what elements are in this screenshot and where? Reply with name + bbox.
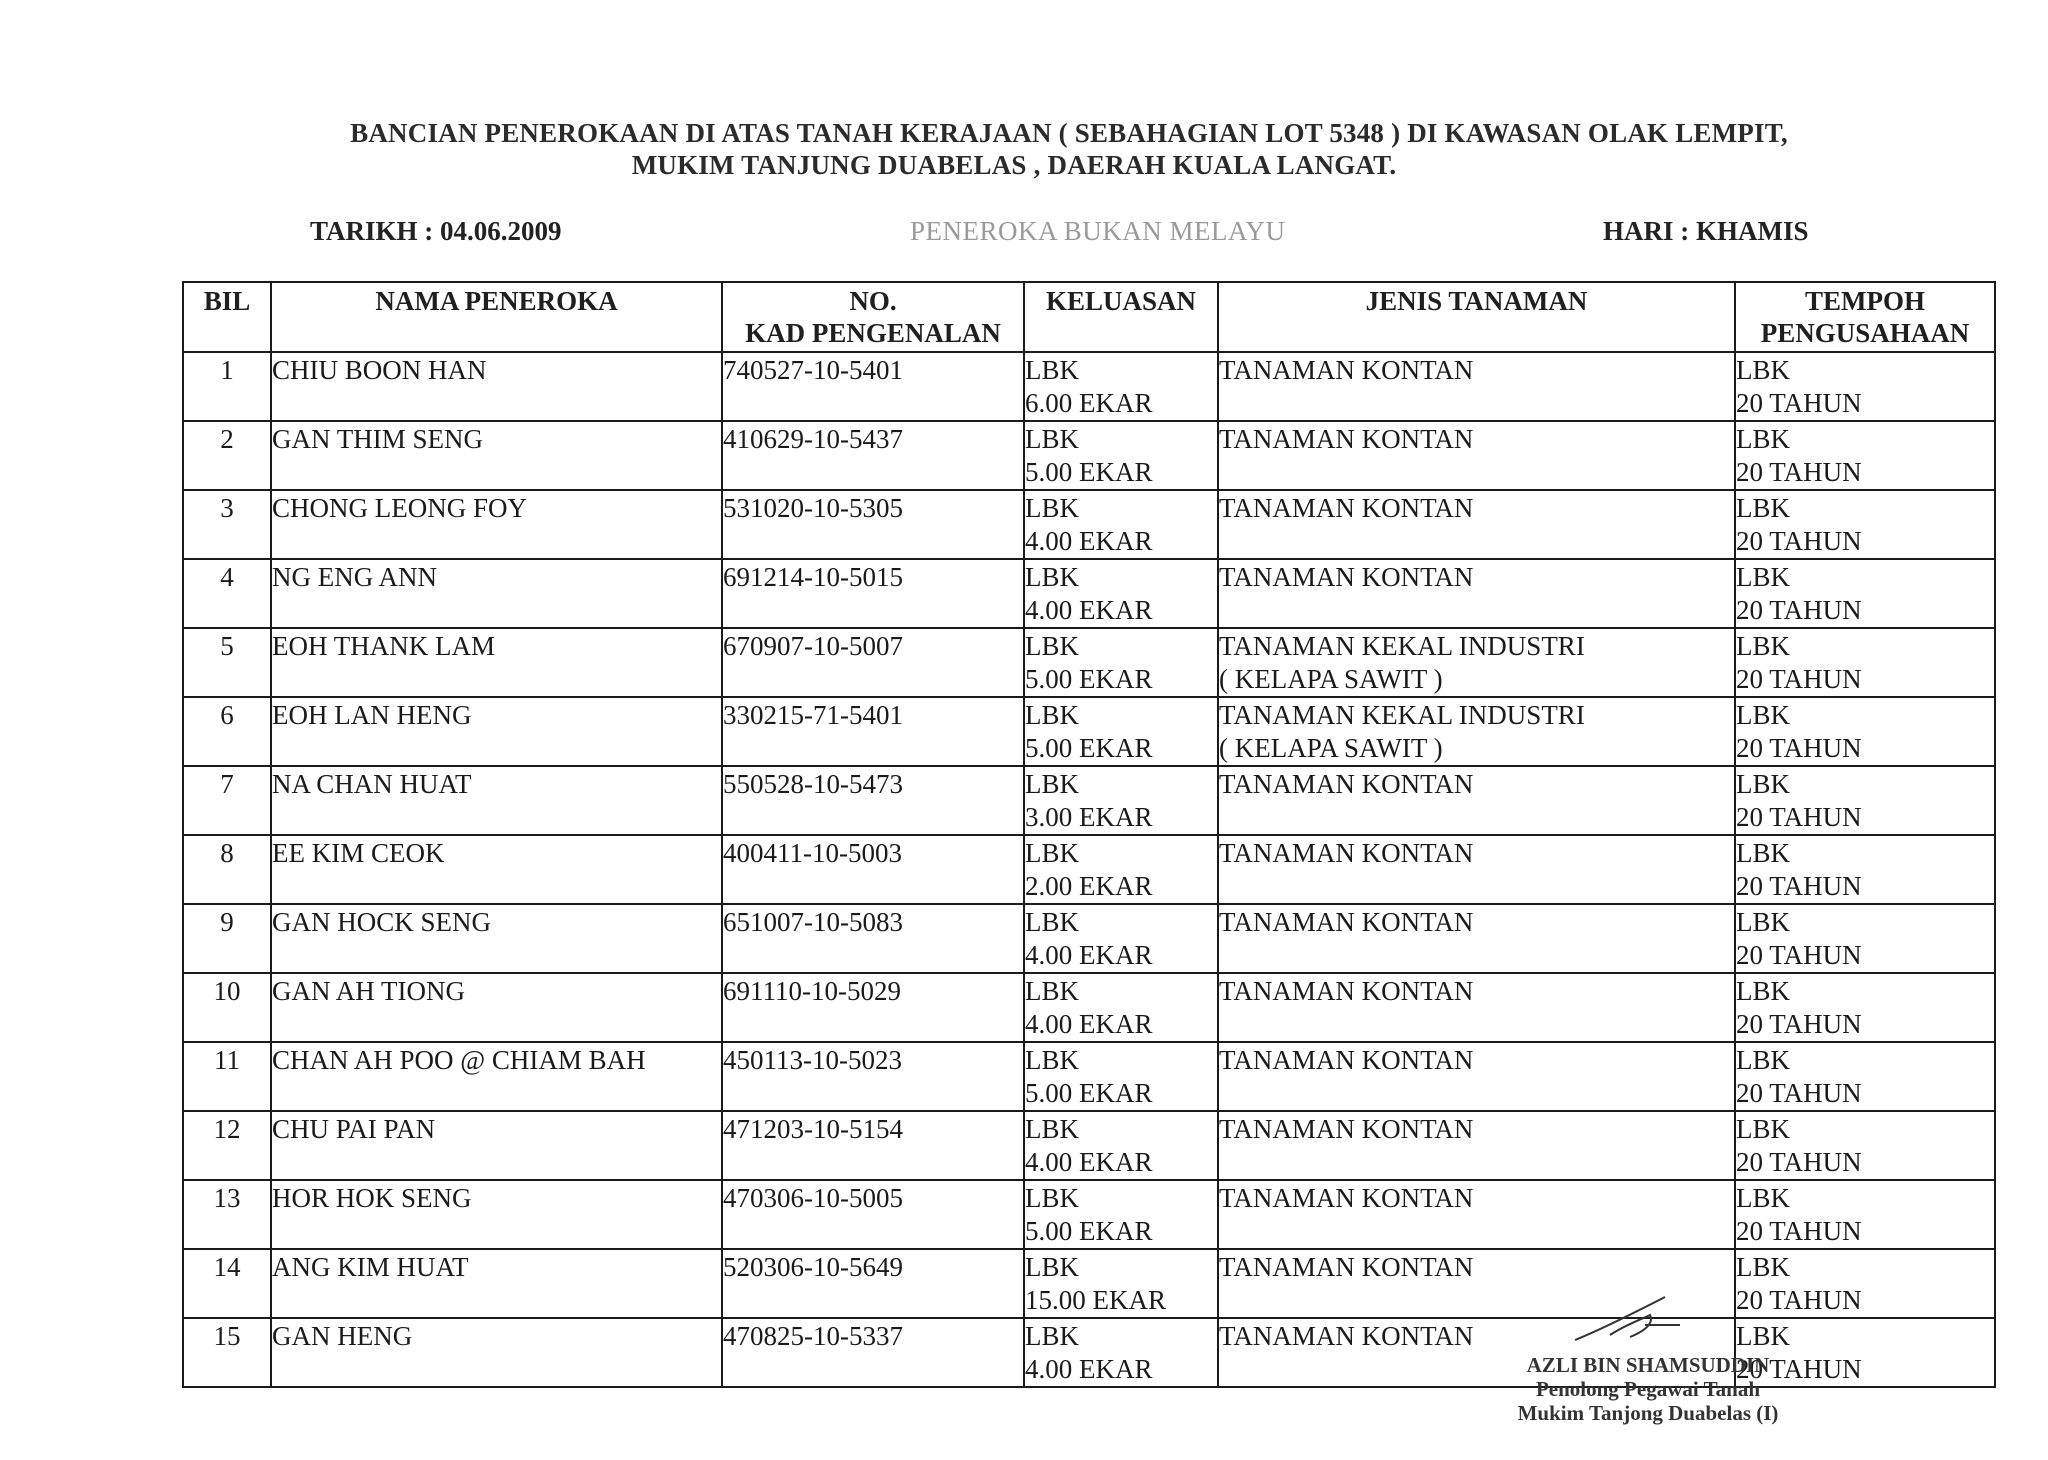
tempoh-duration: 20 TAHUN (1736, 1009, 1862, 1039)
cell-nama: EOH LAN HENG (271, 697, 722, 766)
cell-bil: 5 (183, 628, 271, 697)
tempoh-code: LBK (1736, 907, 1790, 937)
table-row (183, 628, 1995, 697)
tempoh-duration: 20 TAHUN (1736, 595, 1862, 625)
cell-tempoh (1735, 490, 1995, 559)
cell-jenis (1218, 904, 1735, 973)
cell-bil: 1 (183, 352, 271, 421)
cell-ic: 471203-10-5154 (722, 1111, 1024, 1180)
tempoh-code: LBK (1736, 700, 1790, 730)
tempoh-code: LBK (1736, 424, 1790, 454)
cell-nama: NG ENG ANN (271, 559, 722, 628)
jenis-main: TANAMAN KONTAN (1219, 1321, 1474, 1351)
cell-jenis (1218, 490, 1735, 559)
table-row (183, 766, 1995, 835)
cell-tempoh (1735, 628, 1995, 697)
cell-jenis (1218, 352, 1735, 421)
cell-keluasan (1024, 1042, 1218, 1111)
cell-bil: 8 (183, 835, 271, 904)
table-row (183, 559, 1995, 628)
cell-keluasan (1024, 421, 1218, 490)
tempoh-duration: 20 TAHUN (1736, 526, 1862, 556)
keluasan-code: LBK (1025, 1321, 1079, 1351)
table-row (183, 904, 1995, 973)
keluasan-code: LBK (1025, 700, 1079, 730)
cell-bil: 13 (183, 1180, 271, 1249)
cell-jenis (1218, 628, 1735, 697)
cell-ic: 520306-10-5649 (722, 1249, 1024, 1318)
keluasan-area: 6.00 EKAR (1025, 388, 1153, 418)
jenis-main: TANAMAN KONTAN (1219, 493, 1474, 523)
cell-bil: 10 (183, 973, 271, 1042)
cell-ic: 470306-10-5005 (722, 1180, 1024, 1249)
tempoh-duration: 20 TAHUN (1736, 1285, 1862, 1315)
column-header-bil: BIL (183, 282, 271, 352)
table-row (183, 973, 1995, 1042)
cell-bil: 14 (183, 1249, 271, 1318)
cell-ic: 470825-10-5337 (722, 1318, 1024, 1387)
signature-block (1488, 1353, 1808, 1425)
cell-tempoh (1735, 1042, 1995, 1111)
cell-tempoh (1735, 421, 1995, 490)
column-header-tempoh: TEMPOH PENGUSAHAAN (1735, 282, 1995, 352)
cell-tempoh (1735, 1249, 1995, 1318)
cell-keluasan (1024, 697, 1218, 766)
day-label: HARI : KHAMIS (1603, 216, 1809, 246)
tempoh-duration: 20 TAHUN (1736, 1078, 1862, 1108)
keluasan-code: LBK (1025, 1252, 1079, 1282)
keluasan-area: 4.00 EKAR (1025, 940, 1153, 970)
cell-tempoh (1735, 766, 1995, 835)
keluasan-area: 2.00 EKAR (1025, 871, 1153, 901)
cell-bil: 11 (183, 1042, 271, 1111)
tempoh-code: LBK (1736, 1045, 1790, 1075)
cell-tempoh (1735, 697, 1995, 766)
cell-bil: 2 (183, 421, 271, 490)
jenis-main: TANAMAN KONTAN (1219, 1114, 1474, 1144)
column-header-jenis: JENIS TANAMAN (1218, 282, 1735, 352)
cell-keluasan (1024, 628, 1218, 697)
jenis-main: TANAMAN KONTAN (1219, 838, 1474, 868)
table-row (183, 1042, 1995, 1111)
jenis-main: TANAMAN KONTAN (1219, 562, 1474, 592)
table-row (183, 352, 1995, 421)
cell-nama: CHU PAI PAN (271, 1111, 722, 1180)
jenis-main: TANAMAN KONTAN (1219, 907, 1474, 937)
jenis-detail: ( KELAPA SAWIT ) (1219, 733, 1443, 763)
cell-nama: EOH THANK LAM (271, 628, 722, 697)
tempoh-code: LBK (1736, 562, 1790, 592)
cell-keluasan (1024, 559, 1218, 628)
cell-bil: 12 (183, 1111, 271, 1180)
cell-tempoh (1735, 352, 1995, 421)
jenis-main: TANAMAN KONTAN (1219, 355, 1474, 385)
cell-tempoh (1735, 973, 1995, 1042)
cell-jenis (1218, 421, 1735, 490)
cell-keluasan (1024, 1111, 1218, 1180)
column-header-ic: NO. KAD PENGENALAN (722, 282, 1024, 352)
table-row (183, 490, 1995, 559)
keluasan-code: LBK (1025, 907, 1079, 937)
cell-nama: ANG KIM HUAT (271, 1249, 722, 1318)
tempoh-code: LBK (1736, 769, 1790, 799)
cell-ic: 550528-10-5473 (722, 766, 1024, 835)
jenis-main: TANAMAN KONTAN (1219, 1045, 1474, 1075)
cell-jenis (1218, 766, 1735, 835)
signature-name: AZLI BIN SHAMSUDDIN (1526, 1353, 1770, 1377)
cell-keluasan (1024, 1318, 1218, 1387)
keluasan-area: 5.00 EKAR (1025, 733, 1153, 763)
keluasan-area: 5.00 EKAR (1025, 1078, 1153, 1108)
keluasan-area: 5.00 EKAR (1025, 1216, 1153, 1246)
keluasan-area: 3.00 EKAR (1025, 802, 1153, 832)
table-row (183, 421, 1995, 490)
tempoh-code: LBK (1736, 1183, 1790, 1213)
table-row (183, 1180, 1995, 1249)
keluasan-area: 15.00 EKAR (1025, 1285, 1166, 1315)
cell-nama: CHAN AH POO @ CHIAM BAH (271, 1042, 722, 1111)
signature-mark (1570, 1285, 1710, 1355)
keluasan-area: 4.00 EKAR (1025, 1009, 1153, 1039)
tempoh-duration: 20 TAHUN (1736, 733, 1862, 763)
cell-ic: 330215-71-5401 (722, 697, 1024, 766)
keluasan-code: LBK (1025, 562, 1079, 592)
cell-ic: 691110-10-5029 (722, 973, 1024, 1042)
cell-keluasan (1024, 1249, 1218, 1318)
keluasan-code: LBK (1025, 838, 1079, 868)
jenis-main: TANAMAN KONTAN (1219, 976, 1474, 1006)
jenis-detail: ( KELAPA SAWIT ) (1219, 664, 1443, 694)
keluasan-code: LBK (1025, 1114, 1079, 1144)
jenis-main: TANAMAN KONTAN (1219, 424, 1474, 454)
keluasan-code: LBK (1025, 1045, 1079, 1075)
signature-title: Penolong Pegawai Tanah (1535, 1377, 1761, 1401)
cell-keluasan (1024, 766, 1218, 835)
cell-nama: HOR HOK SENG (271, 1180, 722, 1249)
cell-ic: 450113-10-5023 (722, 1042, 1024, 1111)
cell-ic: 670907-10-5007 (722, 628, 1024, 697)
keluasan-code: LBK (1025, 493, 1079, 523)
table-row (183, 1249, 1995, 1318)
keluasan-code: LBK (1025, 424, 1079, 454)
tempoh-duration: 20 TAHUN (1736, 1216, 1862, 1246)
cell-keluasan (1024, 973, 1218, 1042)
jenis-main: TANAMAN KONTAN (1219, 769, 1474, 799)
cell-tempoh (1735, 1180, 1995, 1249)
cell-keluasan (1024, 904, 1218, 973)
tempoh-duration: 20 TAHUN (1736, 1147, 1862, 1177)
jenis-main: TANAMAN KONTAN (1219, 1183, 1474, 1213)
date-label: TARIKH : 04.06.2009 (310, 216, 562, 246)
jenis-main: TANAMAN KONTAN (1219, 1252, 1474, 1282)
cell-nama: CHONG LEONG FOY (271, 490, 722, 559)
cell-keluasan (1024, 352, 1218, 421)
signature-office: Mukim Tanjong Duabelas (I) (1517, 1401, 1779, 1425)
cell-tempoh (1735, 1111, 1995, 1180)
keluasan-area: 4.00 EKAR (1025, 1147, 1153, 1177)
tempoh-duration: 20 TAHUN (1736, 457, 1862, 487)
table-row (183, 1111, 1995, 1180)
document-title-line2: MUKIM TANJUNG DUABELAS , DAERAH KUALA LANGAT. (631, 150, 1397, 180)
cell-nama: GAN AH TIONG (271, 973, 722, 1042)
cell-jenis (1218, 1042, 1735, 1111)
tempoh-duration: 20 TAHUN (1736, 1354, 1862, 1384)
table-header-row (183, 282, 1995, 352)
cell-nama: NA CHAN HUAT (271, 766, 722, 835)
tempoh-code: LBK (1736, 1114, 1790, 1144)
jenis-main: TANAMAN KEKAL INDUSTRI (1219, 700, 1585, 730)
tempoh-code: LBK (1736, 976, 1790, 1006)
settler-table (182, 281, 1996, 1388)
keluasan-area: 4.00 EKAR (1025, 526, 1153, 556)
keluasan-area: 5.00 EKAR (1025, 664, 1153, 694)
cell-jenis (1218, 559, 1735, 628)
keluasan-area: 4.00 EKAR (1025, 595, 1153, 625)
table-body (183, 352, 1995, 1387)
cell-nama: CHIU BOON HAN (271, 352, 722, 421)
cell-bil: 15 (183, 1318, 271, 1387)
cell-bil: 3 (183, 490, 271, 559)
cell-keluasan (1024, 490, 1218, 559)
tempoh-duration: 20 TAHUN (1736, 940, 1862, 970)
tempoh-code: LBK (1736, 355, 1790, 385)
cell-jenis (1218, 1111, 1735, 1180)
keluasan-area: 4.00 EKAR (1025, 1354, 1153, 1384)
cell-ic: 740527-10-5401 (722, 352, 1024, 421)
tempoh-duration: 20 TAHUN (1736, 388, 1862, 418)
keluasan-area: 5.00 EKAR (1025, 457, 1153, 487)
keluasan-code: LBK (1025, 631, 1079, 661)
tempoh-duration: 20 TAHUN (1736, 871, 1862, 901)
tempoh-code: LBK (1736, 631, 1790, 661)
cell-bil: 7 (183, 766, 271, 835)
cell-jenis (1218, 835, 1735, 904)
table-row (183, 697, 1995, 766)
cell-bil: 6 (183, 697, 271, 766)
cell-bil: 4 (183, 559, 271, 628)
tempoh-duration: 20 TAHUN (1736, 802, 1862, 832)
cell-keluasan (1024, 835, 1218, 904)
tempoh-code: LBK (1736, 493, 1790, 523)
table-row (183, 835, 1995, 904)
column-header-nama: NAMA PENEROKA (271, 282, 722, 352)
keluasan-code: LBK (1025, 1183, 1079, 1213)
keluasan-code: LBK (1025, 355, 1079, 385)
cell-nama: GAN THIM SENG (271, 421, 722, 490)
cell-ic: 691214-10-5015 (722, 559, 1024, 628)
tempoh-code: LBK (1736, 838, 1790, 868)
category-label: PENEROKA BUKAN MELAYU (910, 216, 1286, 246)
cell-nama: EE KIM CEOK (271, 835, 722, 904)
keluasan-code: LBK (1025, 769, 1079, 799)
cell-ic: 410629-10-5437 (722, 421, 1024, 490)
cell-ic: 531020-10-5305 (722, 490, 1024, 559)
tempoh-code: LBK (1736, 1321, 1790, 1351)
cell-nama: GAN HOCK SENG (271, 904, 722, 973)
cell-jenis (1218, 1180, 1735, 1249)
keluasan-code: LBK (1025, 976, 1079, 1006)
cell-tempoh (1735, 904, 1995, 973)
cell-nama: GAN HENG (271, 1318, 722, 1387)
cell-jenis (1218, 973, 1735, 1042)
cell-ic: 400411-10-5003 (722, 835, 1024, 904)
jenis-main: TANAMAN KEKAL INDUSTRI (1219, 631, 1585, 661)
cell-bil: 9 (183, 904, 271, 973)
tempoh-duration: 20 TAHUN (1736, 664, 1862, 694)
cell-jenis (1218, 697, 1735, 766)
tempoh-code: LBK (1736, 1252, 1790, 1282)
cell-tempoh (1735, 559, 1995, 628)
cell-ic: 651007-10-5083 (722, 904, 1024, 973)
column-header-keluasan: KELUASAN (1024, 282, 1218, 352)
cell-keluasan (1024, 1180, 1218, 1249)
document-title-line1: BANCIAN PENEROKAAN DI ATAS TANAH KERAJAAN ( SEBAHAGIAN LOT 5348 ) DI KAWASAN OLAK LEMPIT, (350, 118, 1788, 148)
cell-tempoh (1735, 835, 1995, 904)
